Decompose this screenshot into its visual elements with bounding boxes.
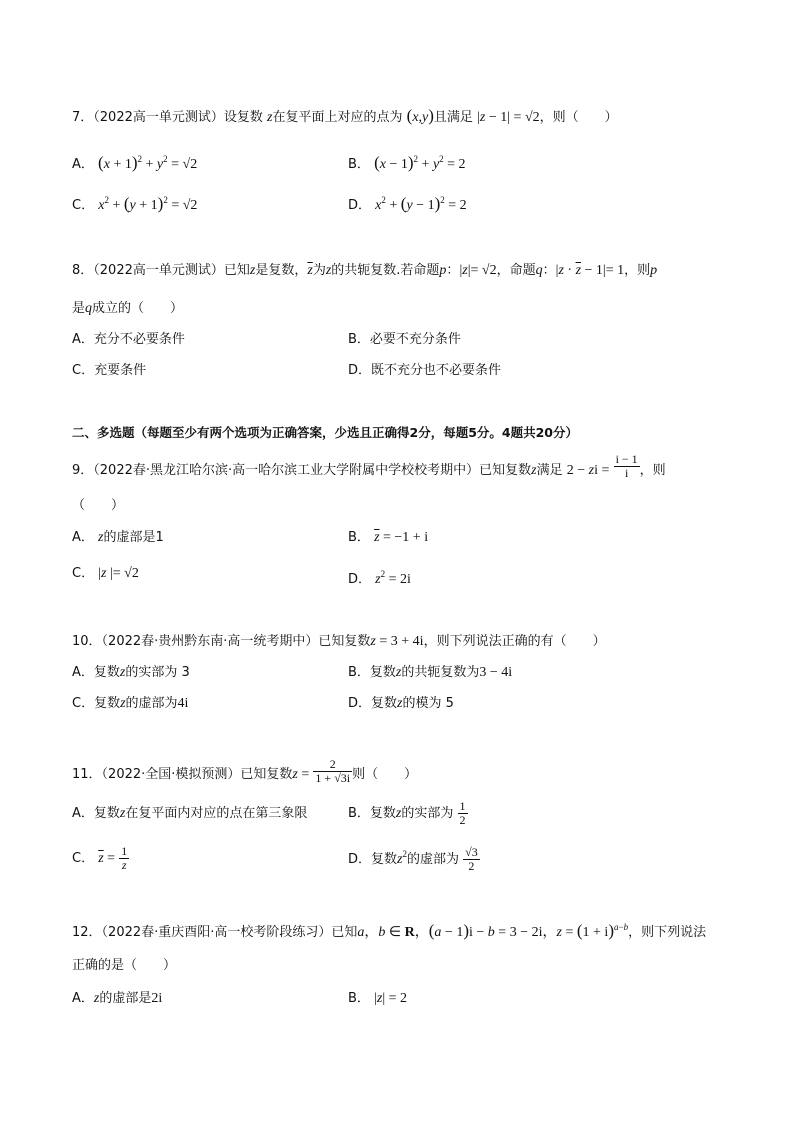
question-12-stem-line2: 正确的是（ ）: [72, 958, 177, 973]
q9-option-b[interactable]: B． $\overline{z} = -1 + i$: [348, 530, 429, 545]
q9-option-c[interactable]: C． |z |= √2: [72, 566, 139, 581]
q9-option-d[interactable]: D． $z^2 = 2i$: [348, 569, 411, 587]
q8-option-c[interactable]: C．充要条件: [72, 363, 147, 378]
q11-option-b[interactable]: B．复数z的实部为 $\frac{1}{2}$: [348, 799, 466, 827]
q8-option-b[interactable]: B．必要不充分条件: [348, 332, 461, 347]
section-header-multiple-choice: 二、多选题（每题至少有两个选项为正确答案，少选且正确得2分，每题5分。4题共20分）: [72, 425, 578, 440]
q10-option-d[interactable]: D．复数z的模为 5: [348, 696, 454, 711]
q10-option-b[interactable]: B．复数z的共轭复数为3 − 4i: [348, 665, 513, 680]
q12-option-a[interactable]: A．z的虚部是2i: [72, 991, 163, 1006]
question-10-stem: 10．（2022春·贵州黔东南·高一统考期中）已知复数z = 3 + 4i，则下列说法正确的有（ ）: [72, 634, 606, 649]
q10-option-c[interactable]: C．复数z的虚部为4i: [72, 696, 189, 711]
q8-option-d[interactable]: D．既不充分也不必要条件: [348, 363, 502, 378]
q7-option-a[interactable]: A． $(x + 1)^2 + y^2 = √2$: [72, 153, 198, 172]
question-7-stem: 7．（2022高一单元测试）设复数 z在复平面上对应的点为 (x,y)且满足 |z − 1| = √2，则（ ）: [72, 106, 618, 125]
question-12-stem: 12．（2022春·重庆酉阳·高一校考阶段练习）已知a，b ∈ R，(a − 1)i − b = 3 − 2i，$z = (1 + i)^{a-b}$，则下列说法: [72, 921, 707, 940]
question-8-stem-line2: 是q成立的（ ）: [72, 301, 184, 316]
q7-option-d[interactable]: D． $x^2 + (y - 1)^2 = 2$: [348, 194, 467, 213]
question-9-stem: 9．（2022春·黑龙江哈尔滨·高一哈尔滨工业大学附属中学校校考期中）已知复数z满足 2 − zi = $\frac{i - 1}{i}$ ，则: [72, 452, 666, 480]
q10-option-a[interactable]: A．复数z的实部为 3: [72, 665, 190, 680]
q11-option-a[interactable]: A．复数z在复平面内对应的点在第三象限: [72, 806, 308, 821]
q11-option-c[interactable]: C． $\overline{z}$ = $\frac{1}{z}$: [72, 844, 128, 872]
q12-option-b[interactable]: B． |z| = 2: [348, 991, 408, 1006]
q7-option-c[interactable]: C． $x^2 + (y + 1)^2 = √2$: [72, 194, 198, 213]
q11-option-d[interactable]: D．复数$z^2$的虚部为 $\frac{√3}{2}$: [348, 845, 478, 873]
question-11-stem: 11．（2022·全国·模拟预测）已知复数z = $\frac{2}{1 + √3i}$ 则（ ）: [72, 757, 418, 785]
q8-option-a[interactable]: A．充分不必要条件: [72, 332, 185, 347]
question-9-paren: （ ）: [72, 498, 125, 513]
q9-option-a[interactable]: A． z的虚部是1: [72, 530, 164, 545]
question-8-stem: 8．（2022高一单元测试）已知z是复数，$\overline{z}$为z的共轭复数.若命题p：|z|= √2，命题q：$|z \cdot \overline{z} - 1|= 1$，则p: [72, 263, 658, 278]
q7-option-b[interactable]: B． $(x - 1)^2 + y^2 = 2$: [348, 153, 466, 172]
